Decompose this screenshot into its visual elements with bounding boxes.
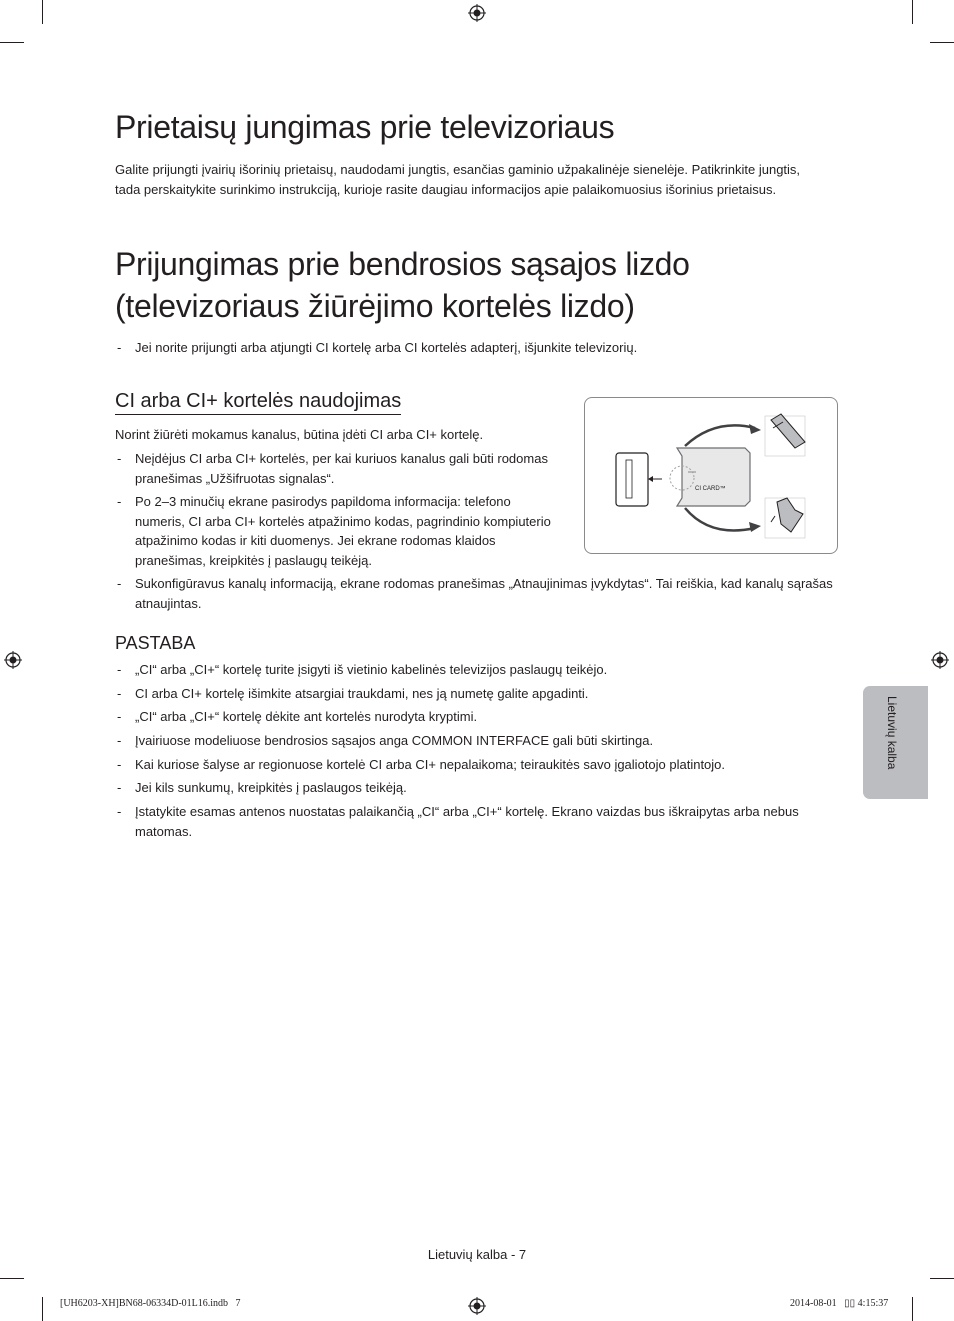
bullet-dash: - [117,686,122,701]
crop-mark [930,42,954,43]
bullet-dash: - [117,804,122,819]
section-title-line2: (televizoriaus žiūrėjimo kortelės lizdo) [115,288,635,324]
language-tab [863,686,928,799]
ci-card-figure [584,397,838,554]
intro-paragraph: Galite prijungti įvairių išorinių prietaisų, naudodami jungtis, esančias gaminio užpakalinėje sienelėje. Patikrinkite jungtis, tada perskaitykite surinkimo instrukciją, kurioje rasite daugiau informacijos apie palaikomuosius išorinius prietaisus. [115,162,801,197]
bullet-dash: - [117,576,122,591]
crop-mark [0,42,24,43]
list-item-text: Jei kils sunkumų, kreipkitės į paslaugos teikėją. [135,780,407,795]
bullet-dash: - [117,709,122,724]
ci-card-diagram [585,398,837,553]
ci-lead: Norint žiūrėti mokamus kanalus, būtina įdėti CI arba CI+ kortelę. [115,427,484,442]
list-item-text: „CI“ arba „CI+“ kortelę dėkite ant kortelės nurodyta kryptimi. [135,709,478,724]
registration-mark-icon [468,4,486,22]
crop-mark [0,1278,24,1279]
card-label: CI CARD™ [695,486,726,492]
crop-mark [42,0,43,24]
list-item-text: Sukonfigūravus kanalų informaciją, ekrane rodomas pranešimas „Atnaujinimas įvykdytas“. Tai reiškia, kad kanalų sąrašas atnaujintas. [135,576,833,611]
bullet-dash: - [117,340,122,355]
list-item-text: CI arba CI+ kortelę išimkite atsargiai traukdami, nes ją numetę galite apgadinti. [135,686,589,701]
language-tab-label: Lietuvių kalba [885,696,899,770]
ci-heading: CI arba CI+ kortelės naudojimas [115,388,401,415]
bullet-dash: - [117,494,122,509]
section-title-line1: Prijungimas prie bendrosios sąsajos lizdo [115,246,690,282]
footer-file: [UH6203-XH]BN68-06334D-01L16.indb 7 [60,1298,241,1309]
list-item-text: Po 2–3 minučių ekrane pasirodys papildoma informacija: telefono numeris, CI arba CI+ kortelės atpažinimo kodas, pagrindinio kompiuterio atpažinimo kodas ir kiti duomenys. Jei ekrane rodomas klaidos pranešimas, kreipkitės į paslaugų teikėją. [135,494,551,568]
list-item-text: Jei norite prijungti arba atjungti CI kortelę arba CI kortelės adapterį, išjunkite televizorių. [135,340,638,355]
page-number: Lietuvių kalba - 7 [427,1247,527,1262]
note-heading: PASTABA [115,633,196,653]
bullet-dash: - [117,757,122,772]
list-item-text: Neįdėjus CI arba CI+ kortelės, per kai kuriuos kanalus gali būti rodomas pranešimas „Užšifruotas signalas“. [135,451,548,486]
bullet-dash: - [117,662,122,677]
bullet-dash: - [117,733,122,748]
list-item-text: Kai kuriose šalyse ar regionuose kortelė CI arba CI+ nepalaikoma; teiraukitės savo įgaliotojo platintojo. [135,757,726,772]
list-item-text: Įstatykite esamas antenos nuostatas palaikančią „CI“ arba „CI+“ kortelę. Ekrano vaizdas bus iškraipytas arba nebus matomas. [135,804,799,839]
crop-mark [42,1297,43,1321]
footer-date: 2014-08-01 ▯▯ 4:15:37 [790,1298,889,1309]
registration-mark-icon [4,651,22,669]
list-item-text: Įvairiuose modeliuose bendrosios sąsajos anga COMMON INTERFACE gali būti skirtinga. [135,733,654,748]
bullet-dash: - [117,451,122,466]
crop-mark [912,1297,913,1321]
registration-mark-icon [931,651,949,669]
page-title: Prietaisų jungimas prie televizoriaus [115,109,615,145]
bullet-dash: - [117,780,122,795]
crop-mark [930,1278,954,1279]
registration-mark-icon [468,1297,486,1315]
list-item-text: „CI“ arba „CI+“ kortelę turite įsigyti iš vietinio kabelinės televizijos paslaugų teikėjo. [135,662,608,677]
crop-mark [912,0,913,24]
